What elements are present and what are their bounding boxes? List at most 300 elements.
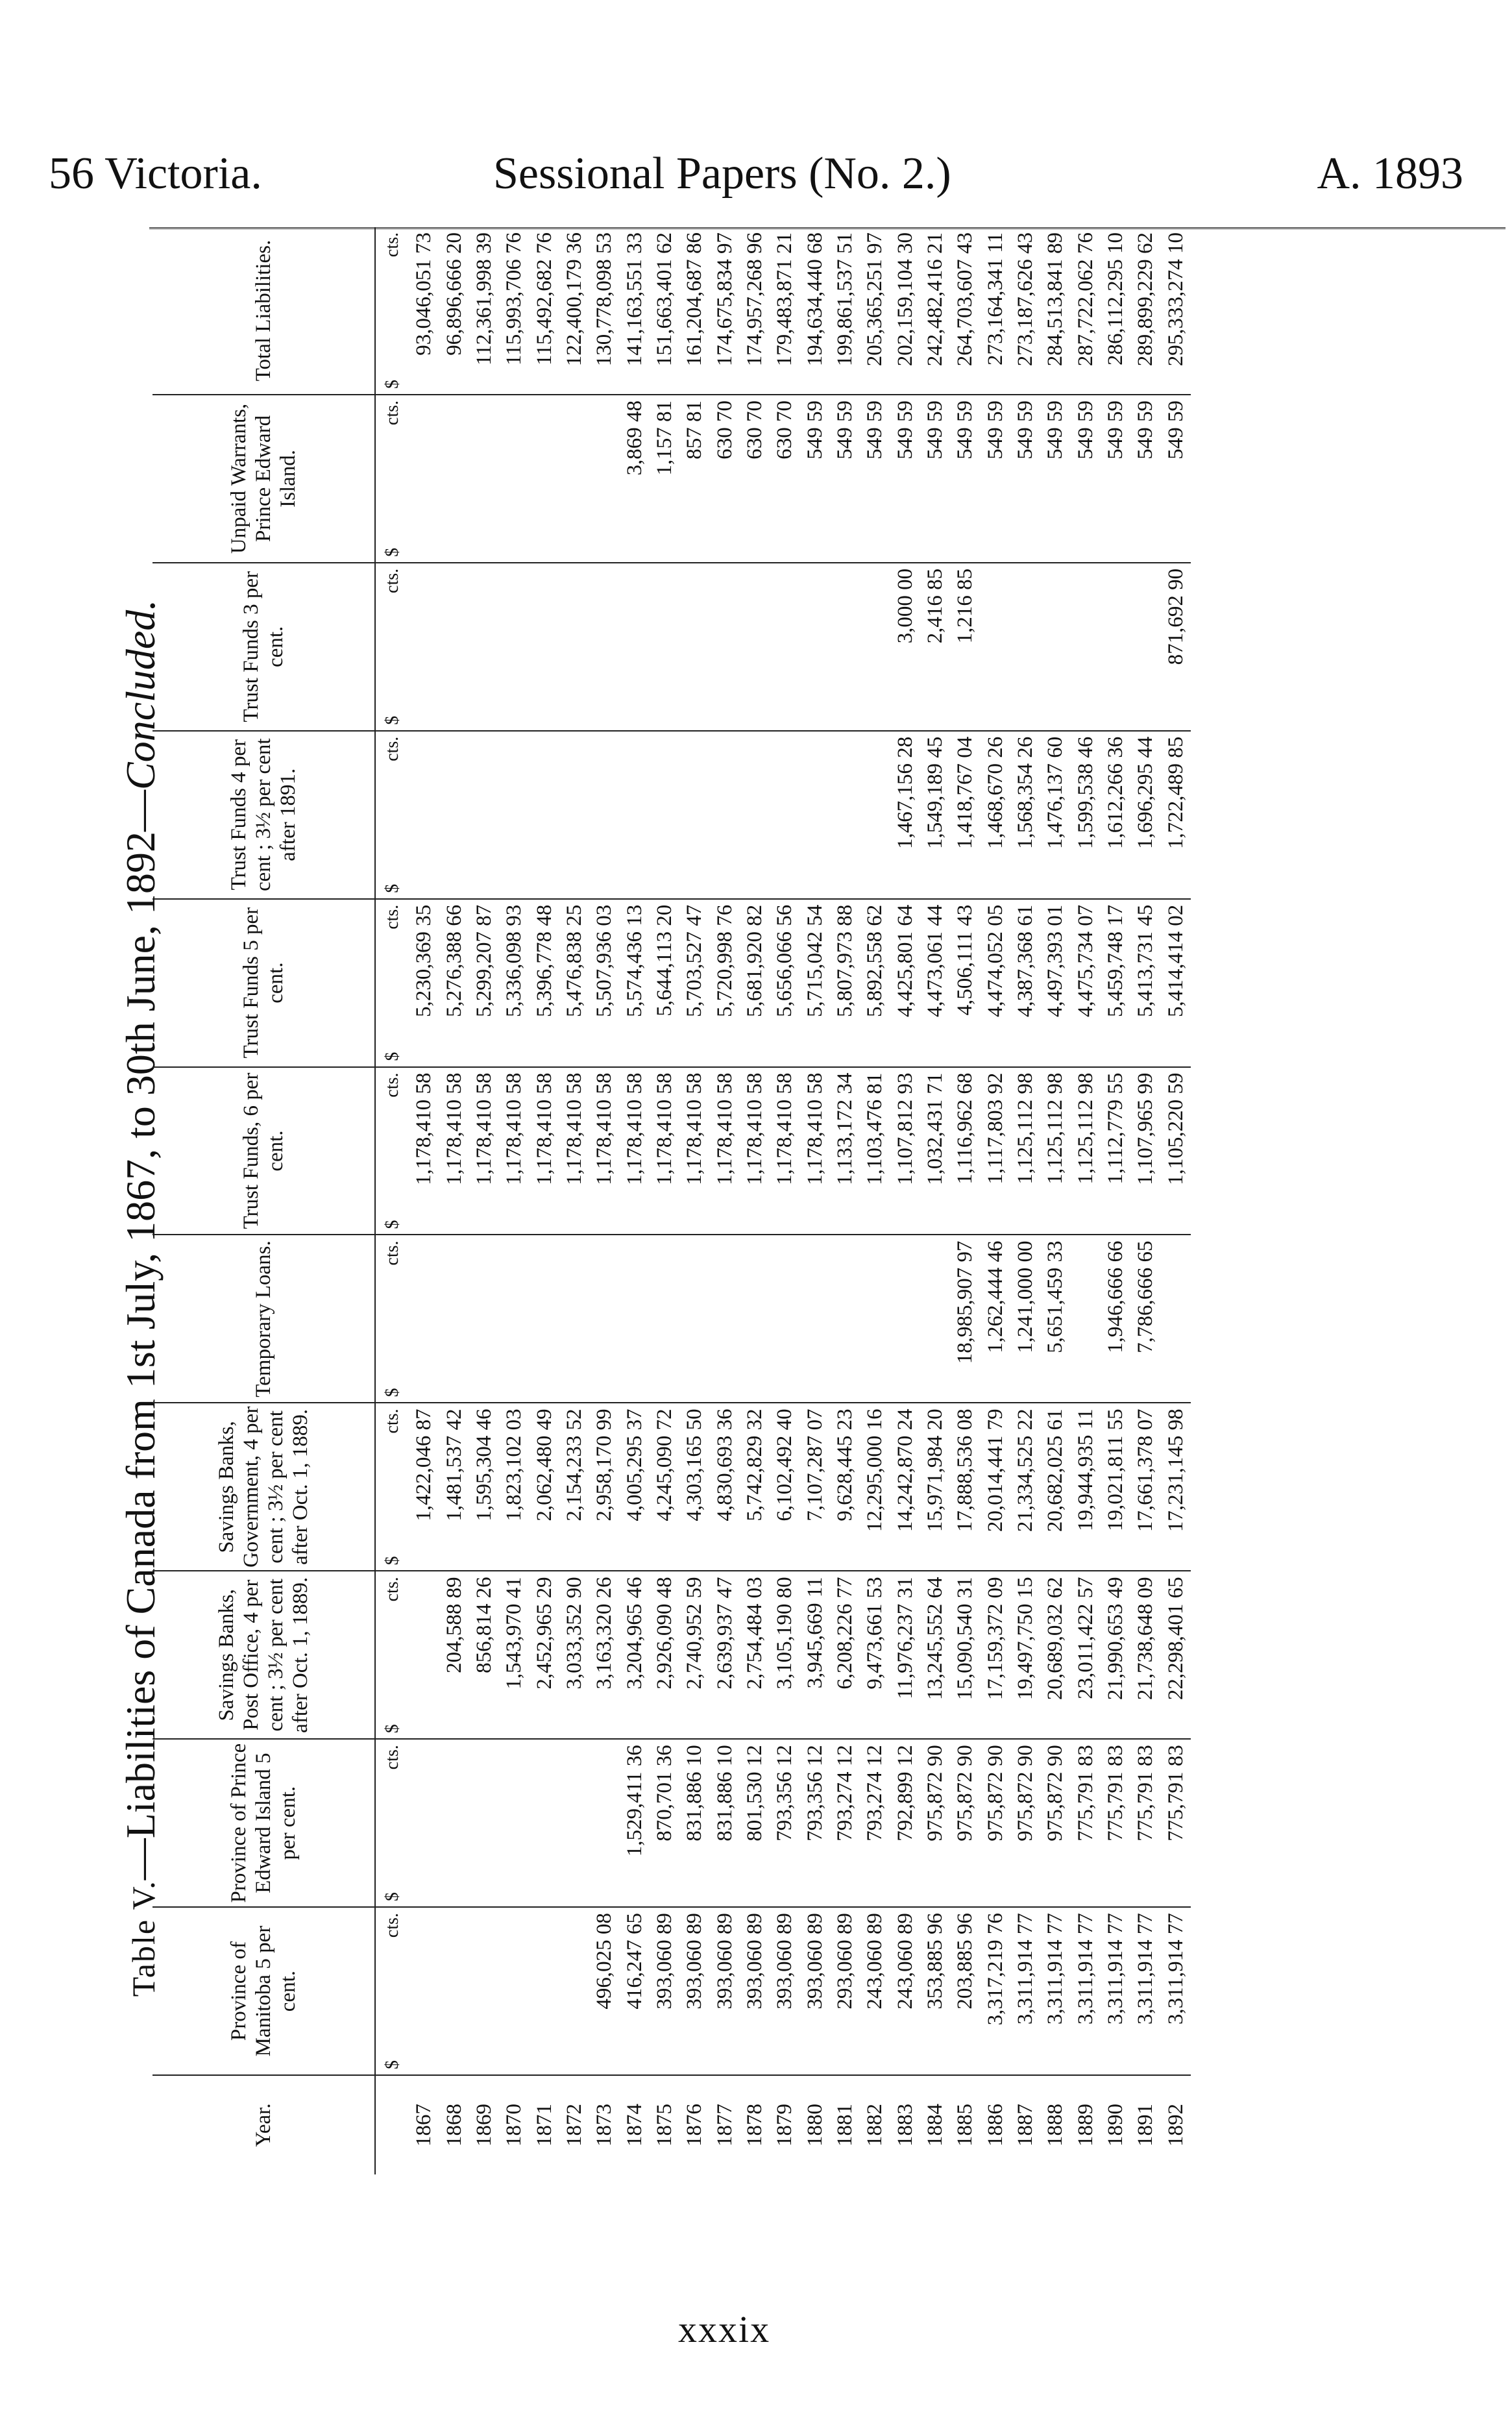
amount-cell <box>499 1739 529 1907</box>
amount-cell: 203,885 96 <box>950 1907 980 2075</box>
amount-cell: 9,473,661 53 <box>860 1571 890 1739</box>
amount-cell: 19,944,935 11 <box>1070 1403 1100 1571</box>
amount-cell: 3,033,352 90 <box>559 1571 589 1739</box>
amount-cell: 353,885 96 <box>920 1907 950 2075</box>
rotated-table-frame <box>152 227 1191 2174</box>
table-row <box>830 227 860 2174</box>
amount-cell: 23,011,422 57 <box>1070 1571 1100 1739</box>
amount-cell: 1,262,444 46 <box>980 1235 1010 1403</box>
amount-cell: 1,107,812 93 <box>890 1067 920 1235</box>
amount-cell: 3,311,914 77 <box>1101 1907 1130 2075</box>
amount-cell: 393,060 89 <box>770 1907 799 2075</box>
amount-cell: 793,356 12 <box>799 1739 829 1907</box>
amount-cell: 549 59 <box>1130 395 1160 563</box>
amount-cell: 2,452,965 29 <box>529 1571 559 1739</box>
amount-cell: 549 59 <box>1040 395 1070 563</box>
amount-cell: 130,778,098 53 <box>589 227 619 395</box>
amount-cell: 287,722,062 76 <box>1070 227 1100 395</box>
table-row <box>1130 227 1160 2174</box>
amount-cell: 1,117,803 92 <box>980 1067 1010 1235</box>
amount-cell: 1,178,410 58 <box>650 1067 679 1235</box>
amount-cell <box>650 731 679 899</box>
amount-cell <box>830 1235 860 1403</box>
table-row <box>589 227 619 2174</box>
amount-cell <box>559 395 589 563</box>
table-row <box>950 227 980 2174</box>
amount-cell: 975,872 90 <box>1010 1739 1040 1907</box>
amount-cell <box>439 731 469 899</box>
amount-cell: 1,125,112 98 <box>1010 1067 1040 1235</box>
amount-cell: 496,025 08 <box>589 1907 619 2075</box>
table-row <box>1040 227 1070 2174</box>
amount-cell <box>890 1235 920 1403</box>
amount-cell <box>529 1235 559 1403</box>
amount-cell <box>499 1907 529 2075</box>
amount-cell: 4,475,734 07 <box>1070 899 1100 1067</box>
amount-cell: 1,568,354 26 <box>1010 731 1040 899</box>
year-cell: 1888 <box>1043 2104 1067 2147</box>
amount-cell: 21,738,648 09 <box>1130 1571 1160 1739</box>
amount-cell: 975,872 90 <box>950 1739 980 1907</box>
amount-cell: 3,311,914 77 <box>1040 1907 1070 2075</box>
cents-unit: cts. <box>382 568 402 593</box>
year-cell: 1885 <box>953 2104 977 2147</box>
table-title-suffix: Concluded. <box>117 599 164 790</box>
amount-cell: 115,993,706 76 <box>499 227 529 395</box>
amount-cell: 549 59 <box>830 395 860 563</box>
dollar-unit: $ <box>382 1220 402 1229</box>
amount-cell <box>770 731 799 899</box>
dollar-unit: $ <box>382 715 402 725</box>
cents-unit: cts. <box>382 1240 402 1266</box>
amount-cell <box>1010 563 1040 731</box>
amount-cell: 264,703,607 43 <box>950 227 980 395</box>
amount-cell: 831,886 10 <box>679 1739 709 1907</box>
amount-cell <box>1101 563 1130 731</box>
amount-cell: 5,336,098 93 <box>499 899 529 1067</box>
amount-cell: 2,154,233 52 <box>559 1403 589 1571</box>
amount-cell: 5,396,778 48 <box>529 899 559 1067</box>
table-row <box>529 227 559 2174</box>
amount-cell <box>589 563 619 731</box>
column-header-row <box>152 227 375 2174</box>
amount-cell: 19,497,750 15 <box>1010 1571 1040 1739</box>
amount-cell <box>860 731 890 899</box>
amount-cell: 17,661,378 07 <box>1130 1403 1160 1571</box>
column-header: Trust Funds 5 per cent. <box>152 899 375 1067</box>
amount-cell: 5,703,527 47 <box>679 899 709 1067</box>
amount-cell: 1,133,172 34 <box>830 1067 860 1235</box>
amount-cell: 1,178,410 58 <box>499 1067 529 1235</box>
amount-cell: 793,274 12 <box>860 1739 890 1907</box>
cents-unit: cts. <box>382 1577 402 1602</box>
year-cell: 1872 <box>562 2104 586 2147</box>
amount-cell <box>799 731 829 899</box>
amount-cell <box>469 1235 499 1403</box>
amount-cell: 1,823,102 03 <box>499 1403 529 1571</box>
amount-cell: 17,888,536 08 <box>950 1403 980 1571</box>
amount-cell: 5,681,920 82 <box>740 899 770 1067</box>
units-cell <box>375 1235 409 1403</box>
dollar-unit: $ <box>382 883 402 893</box>
amount-cell <box>529 563 559 731</box>
amount-cell: 393,060 89 <box>709 1907 739 2075</box>
amount-cell <box>920 1235 950 1403</box>
amount-cell: 1,595,304 46 <box>469 1403 499 1571</box>
amount-cell: 286,112,295 10 <box>1101 227 1130 395</box>
amount-cell: 1,422,046 87 <box>409 1403 439 1571</box>
amount-cell: 273,187,626 43 <box>1010 227 1040 395</box>
year-cell: 1886 <box>983 2104 1007 2147</box>
amount-cell: 5,299,207 87 <box>469 899 499 1067</box>
amount-cell: 1,696,295 44 <box>1130 731 1160 899</box>
table-row <box>559 227 589 2174</box>
amount-cell: 4,474,052 05 <box>980 899 1010 1067</box>
amount-cell: 1,418,767 04 <box>950 731 980 899</box>
amount-cell: 549 59 <box>950 395 980 563</box>
amount-cell: 1,178,410 58 <box>740 1067 770 1235</box>
amount-cell: 975,872 90 <box>1040 1739 1070 1907</box>
column-header: Year. <box>252 2103 275 2147</box>
amount-cell <box>740 1235 770 1403</box>
amount-cell: 5,807,973 88 <box>830 899 860 1067</box>
units-cell <box>375 1403 409 1571</box>
amount-cell: 194,634,440 68 <box>799 227 829 395</box>
year-cell: 1877 <box>713 2104 737 2147</box>
amount-cell: 1,241,000 00 <box>1010 1235 1040 1403</box>
amount-cell: 1,216 85 <box>950 563 980 731</box>
amount-cell <box>499 563 529 731</box>
amount-cell: 1,178,410 58 <box>709 1067 739 1235</box>
amount-cell: 1,125,112 98 <box>1070 1067 1100 1235</box>
amount-cell: 20,014,441 79 <box>980 1403 1010 1571</box>
amount-cell: 4,830,693 36 <box>709 1403 739 1571</box>
amount-cell: 1,178,410 58 <box>559 1067 589 1235</box>
amount-cell: 20,689,032 62 <box>1040 1571 1070 1739</box>
amount-cell: 3,311,914 77 <box>1160 1907 1191 2075</box>
amount-cell: 1,178,410 58 <box>770 1067 799 1235</box>
dollar-unit: $ <box>382 1052 402 1061</box>
amount-cell <box>589 1739 619 1907</box>
cents-unit: cts. <box>382 400 402 426</box>
amount-cell <box>559 731 589 899</box>
amount-cell <box>409 1739 439 1907</box>
amount-cell: 273,164,341 11 <box>980 227 1010 395</box>
amount-cell: 7,107,287 07 <box>799 1403 829 1571</box>
amount-cell: 870,701 36 <box>650 1739 679 1907</box>
amount-cell: 1,178,410 58 <box>799 1067 829 1235</box>
amount-cell: 630 70 <box>709 395 739 563</box>
amount-cell: 1,543,970 41 <box>499 1571 529 1739</box>
amount-cell: 549 59 <box>980 395 1010 563</box>
amount-cell: 3,163,320 26 <box>589 1571 619 1739</box>
amount-cell: 1,157 81 <box>650 395 679 563</box>
amount-cell <box>589 1235 619 1403</box>
amount-cell: 5,574,436 13 <box>619 899 649 1067</box>
amount-cell: 1,529,411 36 <box>619 1739 649 1907</box>
amount-cell: 5,656,066 56 <box>770 899 799 1067</box>
amount-cell <box>439 395 469 563</box>
amount-cell: 7,786,666 65 <box>1130 1235 1160 1403</box>
amount-cell <box>1130 563 1160 731</box>
amount-cell: 792,899 12 <box>890 1739 920 1907</box>
page-number: xxxix <box>678 2308 771 2350</box>
amount-cell: 1,549,189 45 <box>920 731 950 899</box>
table-row <box>650 227 679 2174</box>
amount-cell: 4,303,165 50 <box>679 1403 709 1571</box>
amount-cell: 1,103,476 81 <box>860 1067 890 1235</box>
amount-cell: 549 59 <box>860 395 890 563</box>
table-row <box>890 227 920 2174</box>
amount-cell: 4,387,368 61 <box>1010 899 1040 1067</box>
amount-cell: 1,946,666 66 <box>1101 1235 1130 1403</box>
amount-cell: 549 59 <box>1101 395 1130 563</box>
cents-unit: cts. <box>382 1072 402 1098</box>
amount-cell: 174,957,268 96 <box>740 227 770 395</box>
amount-cell: 6,102,492 40 <box>770 1403 799 1571</box>
year-cell: 1882 <box>863 2104 887 2147</box>
amount-cell <box>439 1235 469 1403</box>
amount-cell: 22,298,401 65 <box>1160 1571 1191 1739</box>
amount-cell: 12,295,000 16 <box>860 1403 890 1571</box>
amount-cell: 1,178,410 58 <box>409 1067 439 1235</box>
table-row <box>980 227 1010 2174</box>
year-cell: 1884 <box>923 2104 947 2147</box>
amount-cell <box>469 563 499 731</box>
amount-cell <box>679 1235 709 1403</box>
amount-cell <box>1070 563 1100 731</box>
amount-cell: 5,651,459 33 <box>1040 1235 1070 1403</box>
amount-cell <box>770 563 799 731</box>
column-header: Temporary Loans. <box>152 1235 375 1403</box>
amount-cell <box>860 1235 890 1403</box>
header-center: Sessional Papers (No. 2.) <box>493 149 951 199</box>
header-left: 56 Victoria. <box>49 149 262 199</box>
amount-cell <box>529 731 559 899</box>
cents-unit: cts. <box>382 736 402 761</box>
amount-cell: 393,060 89 <box>740 1907 770 2075</box>
column-header: Savings Banks, Government, 4 per cent ; 3½ per cent after Oct. 1, 1889. <box>152 1403 375 1571</box>
table-row <box>679 227 709 2174</box>
amount-cell: 20,682,025 61 <box>1040 1403 1070 1571</box>
year-cell: 1867 <box>412 2104 436 2147</box>
amount-cell: 856,814 26 <box>469 1571 499 1739</box>
amount-cell: 96,896,666 20 <box>439 227 469 395</box>
table-row <box>499 227 529 2174</box>
dollar-unit: $ <box>382 2060 402 2070</box>
amount-cell: 151,663,401 62 <box>650 227 679 395</box>
amount-cell: 4,506,111 43 <box>950 899 980 1067</box>
amount-cell: 5,892,558 62 <box>860 899 890 1067</box>
amount-cell: 393,060 89 <box>650 1907 679 2075</box>
header-right: A. 1893 <box>1317 149 1463 199</box>
amount-cell: 5,414,414 02 <box>1160 899 1191 1067</box>
amount-cell: 2,416 85 <box>920 563 950 731</box>
amount-cell <box>709 731 739 899</box>
table-row <box>1070 227 1100 2174</box>
amount-cell: 3,204,965 46 <box>619 1571 649 1739</box>
amount-cell: 205,365,251 97 <box>860 227 890 395</box>
amount-cell <box>830 563 860 731</box>
amount-cell: 4,497,393 01 <box>1040 899 1070 1067</box>
amount-cell: 831,886 10 <box>709 1739 739 1907</box>
column-header: Unpaid Warrants, Prince Edward Island. <box>152 395 375 563</box>
amount-cell: 3,869 48 <box>619 395 649 563</box>
year-cell: 1874 <box>622 2104 646 2147</box>
amount-cell <box>499 731 529 899</box>
amount-cell: 2,958,170 99 <box>589 1403 619 1571</box>
amount-cell <box>709 563 739 731</box>
amount-cell: 3,945,669 11 <box>799 1571 829 1739</box>
amount-cell: 549 59 <box>1160 395 1191 563</box>
table-row <box>740 227 770 2174</box>
units-row <box>375 227 409 2174</box>
table-row <box>770 227 799 2174</box>
amount-cell: 3,311,914 77 <box>1070 1907 1100 2075</box>
amount-cell: 242,482,416 21 <box>920 227 950 395</box>
amount-cell <box>740 731 770 899</box>
amount-cell: 5,276,388 66 <box>439 899 469 1067</box>
amount-cell: 775,791 83 <box>1130 1739 1160 1907</box>
amount-cell: 775,791 83 <box>1101 1739 1130 1907</box>
amount-cell: 3,000 00 <box>890 563 920 731</box>
amount-cell: 4,005,295 37 <box>619 1403 649 1571</box>
amount-cell <box>559 563 589 731</box>
amount-cell <box>409 563 439 731</box>
amount-cell <box>589 731 619 899</box>
table-title-text: —Liabilities of Canada from 1st July, 1867, to 30th June, 1892— <box>117 789 164 1880</box>
amount-cell: 18,985,907 97 <box>950 1235 980 1403</box>
amount-cell: 549 59 <box>890 395 920 563</box>
amount-cell: 1,722,489 85 <box>1160 731 1191 899</box>
year-cell: 1873 <box>592 2104 616 2147</box>
year-cell: 1890 <box>1103 2104 1127 2147</box>
amount-cell: 5,476,838 25 <box>559 899 589 1067</box>
amount-cell: 1,178,410 58 <box>679 1067 709 1235</box>
amount-cell: 3,317,219 76 <box>980 1907 1010 2075</box>
table-title-label: Table V. <box>125 1880 162 1997</box>
units-cell <box>375 395 409 563</box>
units-cell <box>375 1067 409 1235</box>
amount-cell: 975,872 90 <box>980 1739 1010 1907</box>
amount-cell: 3,105,190 80 <box>770 1571 799 1739</box>
amount-cell <box>439 1739 469 1907</box>
amount-cell: 141,163,551 33 <box>619 227 649 395</box>
amount-cell: 5,230,369 35 <box>409 899 439 1067</box>
amount-cell <box>650 1235 679 1403</box>
amount-cell: 202,159,104 30 <box>890 227 920 395</box>
units-cell <box>375 227 409 395</box>
amount-cell <box>499 395 529 563</box>
amount-cell <box>1070 1235 1100 1403</box>
amount-cell: 1,125,112 98 <box>1040 1067 1070 1235</box>
amount-cell: 3,311,914 77 <box>1010 1907 1040 2075</box>
amount-cell <box>469 1739 499 1907</box>
year-cell: 1880 <box>803 2104 827 2147</box>
dollar-unit: $ <box>382 1556 402 1566</box>
amount-cell <box>559 1907 589 2075</box>
units-cell <box>375 2075 409 2174</box>
cents-unit: cts. <box>382 904 402 929</box>
amount-cell: 1,178,410 58 <box>589 1067 619 1235</box>
amount-cell: 112,361,998 39 <box>469 227 499 395</box>
amount-cell <box>799 563 829 731</box>
column-header: Trust Funds, 6 per cent. <box>152 1067 375 1235</box>
amount-cell: 243,060 89 <box>890 1907 920 2075</box>
amount-cell: 1,112,779 55 <box>1101 1067 1130 1235</box>
amount-cell: 5,720,998 76 <box>709 899 739 1067</box>
column-header: Total Liabilities. <box>152 227 375 395</box>
amount-cell <box>799 1235 829 1403</box>
amount-cell: 793,356 12 <box>770 1739 799 1907</box>
amount-cell <box>559 1235 589 1403</box>
amount-cell <box>589 395 619 563</box>
amount-cell: 1,468,670 26 <box>980 731 1010 899</box>
amount-cell: 2,740,952 59 <box>679 1571 709 1739</box>
amount-cell: 115,492,682 76 <box>529 227 559 395</box>
table-body <box>375 227 1191 2174</box>
amount-cell <box>1040 563 1070 731</box>
amount-cell <box>469 395 499 563</box>
amount-cell <box>619 731 649 899</box>
amount-cell: 2,926,090 48 <box>650 1571 679 1739</box>
amount-cell: 122,400,179 36 <box>559 227 589 395</box>
units-cell <box>375 1907 409 2075</box>
amount-cell <box>529 1907 559 2075</box>
amount-cell: 5,459,748 17 <box>1101 899 1130 1067</box>
cents-unit: cts. <box>382 1745 402 1770</box>
liabilities-table <box>152 227 1191 2174</box>
amount-cell <box>409 1571 439 1739</box>
amount-cell: 204,588 89 <box>439 1571 469 1739</box>
table-row <box>469 227 499 2174</box>
column-header: Province of Prince Edward Island 5 per cent. <box>152 1739 375 1907</box>
amount-cell: 5,715,042 54 <box>799 899 829 1067</box>
column-header: Trust Funds 3 per cent. <box>152 563 375 731</box>
amount-cell: 17,159,372 09 <box>980 1571 1010 1739</box>
amount-cell: 1,178,410 58 <box>469 1067 499 1235</box>
amount-cell: 4,425,801 64 <box>890 899 920 1067</box>
amount-cell: 295,333,274 10 <box>1160 227 1191 395</box>
table-row <box>709 227 739 2174</box>
year-cell: 1889 <box>1073 2104 1097 2147</box>
amount-cell: 15,090,540 31 <box>950 1571 980 1739</box>
amount-cell <box>469 1907 499 2075</box>
amount-cell: 9,628,445 23 <box>830 1403 860 1571</box>
amount-cell <box>770 1235 799 1403</box>
amount-cell <box>679 731 709 899</box>
amount-cell <box>740 563 770 731</box>
amount-cell: 5,413,731 45 <box>1130 899 1160 1067</box>
amount-cell: 775,791 83 <box>1070 1739 1100 1907</box>
amount-cell: 549 59 <box>799 395 829 563</box>
dollar-unit: $ <box>382 1388 402 1397</box>
amount-cell: 2,639,937 47 <box>709 1571 739 1739</box>
amount-cell: 775,791 83 <box>1160 1739 1191 1907</box>
year-cell: 1870 <box>502 2104 526 2147</box>
amount-cell: 1,032,431 71 <box>920 1067 950 1235</box>
amount-cell: 871,692 90 <box>1160 563 1191 731</box>
amount-cell: 21,334,525 22 <box>1010 1403 1040 1571</box>
amount-cell: 21,990,653 49 <box>1101 1571 1130 1739</box>
year-cell: 1881 <box>833 2104 857 2147</box>
column-header: Province of Manitoba 5 per cent. <box>152 1907 375 2075</box>
amount-cell <box>559 1739 589 1907</box>
amount-cell <box>499 1235 529 1403</box>
year-cell: 1878 <box>742 2104 766 2147</box>
amount-cell <box>439 1907 469 2075</box>
dollar-unit: $ <box>382 379 402 389</box>
